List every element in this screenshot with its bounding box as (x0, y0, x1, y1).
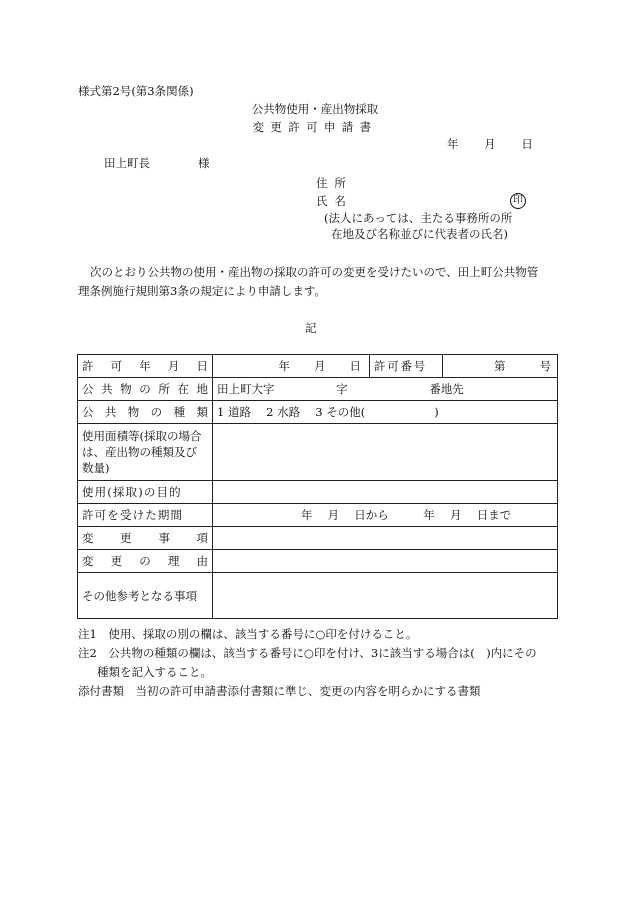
table-row (78, 573, 558, 619)
permit-date-year: 年 (278, 359, 290, 373)
change-reason-label: 変 更 の 理 由 (78, 550, 213, 573)
addressee-name: 田上町長 (104, 156, 150, 170)
table-row (78, 504, 558, 527)
attachments-note: 添付書類 当初の許可申請書添付書類に準じ、変更の内容を明らかにする書類 (78, 684, 481, 698)
usage-area-field[interactable] (213, 424, 558, 481)
permit-number-go: 号 (539, 359, 551, 373)
name-label: 氏名 (316, 194, 353, 208)
address-label: 住所 (316, 176, 353, 190)
permit-date-label (78, 355, 213, 378)
application-statement-line2: 理条例施行規則第3条の規定により申請します。 (78, 284, 326, 298)
date-day: 日 (521, 137, 533, 151)
table-row (78, 424, 558, 481)
date-year: 年 (447, 137, 459, 151)
application-statement-line1: 次のとおり公共物の使用・産出物の採取の許可の変更を受けたいので、田上町公共物管 (90, 265, 539, 279)
change-reason-field[interactable] (213, 550, 558, 573)
permit-number-field[interactable] (443, 355, 558, 378)
permitted-period-label: 許可を受けた期間 (78, 504, 213, 527)
corporate-note-line2: 在地及び名称並びに代表者の氏名) (331, 227, 508, 241)
permit-date-field[interactable] (213, 355, 370, 378)
other-reference-field[interactable] (213, 573, 558, 619)
note-1: 注1 使用、採取の別の欄は、該当する番号に○印を付けること。 (78, 627, 418, 641)
date-month: 月 (484, 137, 496, 151)
public-property-type-field[interactable]: 1 道路 2 水路 3 その他( ) (213, 401, 558, 424)
location-town: 田上町大字 (217, 382, 275, 396)
note-2-continuation: 種類を記入すること。 (97, 665, 212, 679)
public-property-type-label: 公 共 物 の 種 類 (78, 401, 213, 424)
application-date (447, 139, 533, 151)
ki-heading: 記 (305, 321, 317, 335)
addressee (104, 158, 210, 170)
application-table (77, 354, 558, 619)
table-row (78, 527, 558, 550)
addressee-honorific: 様 (198, 156, 210, 170)
location-field[interactable] (213, 378, 558, 401)
purpose-label: 使用(採取)の目的 (78, 481, 213, 504)
table-row (78, 378, 558, 401)
location-banchi: 番地先 (429, 382, 464, 396)
permit-date-label-text: 許 可 年 月 日 (82, 359, 208, 373)
table-row (78, 401, 558, 424)
other-reference-label: その他参考となる事項 (78, 573, 213, 619)
purpose-field[interactable] (213, 481, 558, 504)
permit-number-dai: 第 (494, 359, 506, 373)
location-aza: 字 (336, 382, 348, 396)
permit-date-month: 月 (314, 359, 326, 373)
corporate-note-line1: (法人にあっては、主たる事務所の所 (324, 211, 513, 225)
permit-number-label: 許可番号 (370, 355, 443, 378)
table-row (78, 481, 558, 504)
permitted-period-field[interactable]: 年 月 日から 年 月 日まで (213, 504, 558, 527)
permit-date-day: 日 (349, 359, 361, 373)
table-row (78, 355, 558, 378)
seal-mark: 印 (510, 193, 526, 209)
note-2: 注2 公共物の種類の欄は、該当する番号に○印を付け、3に該当する場合は( )内にその (78, 646, 537, 660)
change-item-label: 変 更 事 項 (78, 527, 213, 550)
document-title-line1: 公共物使用・産出物採取 (251, 102, 379, 116)
document-title-line2: 変更許可申請書 (252, 120, 378, 134)
usage-area-label: 使用面積等(採取の場合は、産出物の種類及び数量) (78, 424, 213, 481)
form-number: 様式第2号(第3条関係) (78, 84, 194, 98)
change-item-field[interactable] (213, 527, 558, 550)
table-row (78, 550, 558, 573)
location-label: 公 共 物 の 所 在 地 (78, 378, 213, 401)
